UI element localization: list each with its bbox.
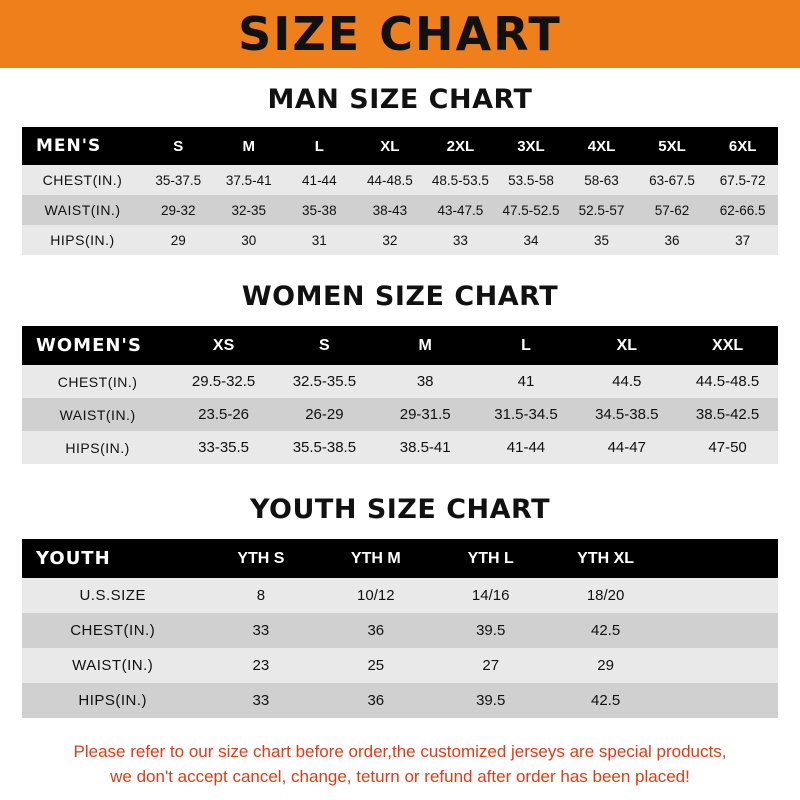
women-header-cell: XL (616, 336, 637, 354)
table-cell: 29 (597, 657, 614, 674)
table-cell: 35 (593, 232, 610, 248)
table-cell: 33 (252, 622, 270, 639)
row-label: CHEST(IN.) (70, 622, 156, 639)
table-cell: 18/20 (586, 587, 625, 604)
table-cell: 10/12 (357, 587, 395, 604)
table-cell: 42.5 (591, 692, 621, 709)
women-table-header (22, 326, 778, 365)
table-cell: 36 (367, 622, 385, 639)
row-label: HIPS(IN.) (50, 232, 115, 248)
page-banner (0, 0, 800, 68)
table-cell: 25 (367, 657, 385, 674)
table-cell: 29.5-32.5 (191, 373, 256, 390)
table-row (22, 365, 778, 398)
table-cell: 44.5-48.5 (695, 373, 760, 390)
note-line-2: we don't accept cancel, change, teturn or refund after order has been placed! (110, 766, 690, 786)
youth-table-header (22, 539, 778, 578)
table-cell: 33 (252, 692, 270, 709)
women-size-table (22, 326, 778, 464)
row-label: U.S.SIZE (79, 587, 146, 604)
table-cell: 8 (256, 587, 266, 604)
row-label: CHEST(IN.) (57, 373, 138, 390)
note-line-1: Please refer to our size chart before order,the customized jerseys are special products, (73, 742, 727, 761)
table-cell: 39.5 (476, 692, 506, 709)
youth-header-label: YOUTH (36, 548, 111, 569)
table-cell: 57-62 (654, 202, 690, 218)
youth-header-cell: YTH M (350, 549, 401, 567)
table-cell: 32-35 (231, 202, 267, 218)
man-header-cell: 6XL (728, 137, 757, 155)
table-cell: 23.5-26 (198, 406, 250, 423)
table-row (22, 683, 778, 718)
table-row (22, 578, 778, 613)
table-cell: 14/16 (471, 587, 510, 604)
man-header-cell: 3XL (517, 137, 545, 155)
table-cell: 36 (664, 232, 680, 248)
table-cell (663, 683, 778, 718)
women-header-cell: XXL (712, 336, 744, 354)
row-label: WAIST(IN.) (72, 657, 154, 674)
table-cell: 47.5-52.5 (502, 202, 560, 218)
table-cell: 42.5 (591, 622, 621, 639)
table-cell (663, 648, 778, 683)
page-title: SIZE CHART (238, 7, 562, 61)
table-row (22, 648, 778, 683)
man-header-cell: M (242, 137, 256, 155)
table-cell: 34.5-38.5 (595, 406, 659, 423)
table-cell: 27 (482, 657, 500, 674)
man-header-cell: 2XL (446, 137, 475, 155)
table-cell: 44-48.5 (366, 172, 413, 188)
row-label: CHEST(IN.) (42, 172, 123, 188)
row-label: WAIST(IN.) (44, 202, 121, 218)
table-cell: 26-29 (305, 406, 344, 423)
table-cell: 29-31.5 (399, 406, 451, 423)
table-row (22, 431, 778, 464)
table-cell: 47-50 (708, 439, 747, 456)
table-cell: 58-63 (584, 172, 619, 188)
table-cell: 38 (416, 373, 434, 390)
table-cell: 52.5-57 (578, 202, 625, 218)
table-cell: 35-38 (302, 202, 337, 218)
table-cell: 29 (170, 232, 186, 248)
table-cell (663, 613, 778, 648)
table-row (22, 165, 778, 195)
youth-table-body (22, 578, 778, 718)
table-cell: 67.5-72 (719, 172, 766, 188)
table-cell: 29-32 (160, 202, 196, 218)
table-cell: 41 (517, 373, 535, 390)
table-cell (663, 578, 778, 613)
table-cell: 41-44 (302, 172, 337, 188)
table-cell: 37.5-41 (225, 172, 272, 188)
youth-size-table (22, 539, 778, 718)
youth-header-cell (663, 539, 778, 578)
table-cell: 62-66.5 (719, 202, 766, 218)
youth-header-cell: YTH S (237, 549, 285, 567)
table-row (22, 613, 778, 648)
women-header-cell: XS (212, 336, 235, 354)
youth-header-cell: YTH XL (577, 549, 635, 567)
table-cell: 31.5-34.5 (494, 406, 558, 423)
women-section-title: WOMEN SIZE CHART (241, 281, 559, 312)
table-cell: 53.5-58 (508, 172, 554, 188)
table-row (22, 195, 778, 225)
man-section-title: MAN SIZE CHART (267, 84, 533, 115)
women-table-body (22, 365, 778, 464)
table-cell: 39.5 (476, 622, 506, 639)
table-cell: 38-43 (372, 202, 408, 218)
man-size-table (22, 127, 778, 255)
table-cell: 36 (367, 692, 385, 709)
table-cell: 33-35.5 (198, 439, 250, 456)
table-cell: 43-47.5 (437, 202, 484, 218)
table-cell: 23 (252, 657, 270, 674)
table-cell: 35.5-38.5 (292, 439, 357, 456)
man-table-body (22, 165, 778, 255)
women-header-cell: L (521, 336, 531, 354)
row-label: HIPS(IN.) (65, 439, 130, 456)
table-cell: 44.5 (612, 373, 642, 390)
table-cell: 30 (241, 232, 257, 248)
table-cell: 37 (735, 232, 751, 248)
man-header-label: MEN'S (36, 136, 102, 156)
table-cell: 32 (382, 232, 398, 248)
table-cell: 33 (452, 232, 468, 248)
table-cell: 34 (523, 232, 539, 248)
table-cell: 63-67.5 (649, 172, 695, 188)
table-row (22, 398, 778, 431)
table-cell: 38.5-42.5 (695, 406, 760, 423)
man-header-cell: S (173, 137, 184, 155)
table-header-row (22, 326, 778, 365)
page-content (0, 84, 800, 789)
man-table-header (22, 127, 778, 165)
table-cell: 44-47 (607, 439, 646, 456)
man-header-cell: L (314, 137, 324, 155)
youth-header-cell: YTH L (467, 549, 514, 567)
man-header-cell: XL (380, 137, 400, 155)
table-cell: 48.5-53.5 (431, 172, 489, 188)
man-header-cell: 5XL (658, 137, 686, 155)
table-header-row (22, 539, 778, 578)
table-cell: 38.5-41 (399, 439, 451, 456)
women-header-cell: S (319, 336, 330, 354)
table-cell: 32.5-35.5 (292, 373, 357, 390)
women-header-label: WOMEN'S (36, 335, 142, 356)
man-header-cell: 4XL (587, 137, 616, 155)
youth-section-title: YOUTH SIZE CHART (249, 494, 551, 525)
table-cell: 31 (311, 232, 327, 248)
table-cell: 35-37.5 (155, 172, 202, 188)
order-policy-note (22, 740, 778, 789)
row-label: WAIST(IN.) (59, 406, 136, 423)
women-header-cell: M (418, 336, 432, 354)
table-header-row (22, 127, 778, 165)
table-row (22, 225, 778, 255)
table-cell: 41-44 (506, 439, 546, 456)
row-label: HIPS(IN.) (78, 692, 148, 709)
